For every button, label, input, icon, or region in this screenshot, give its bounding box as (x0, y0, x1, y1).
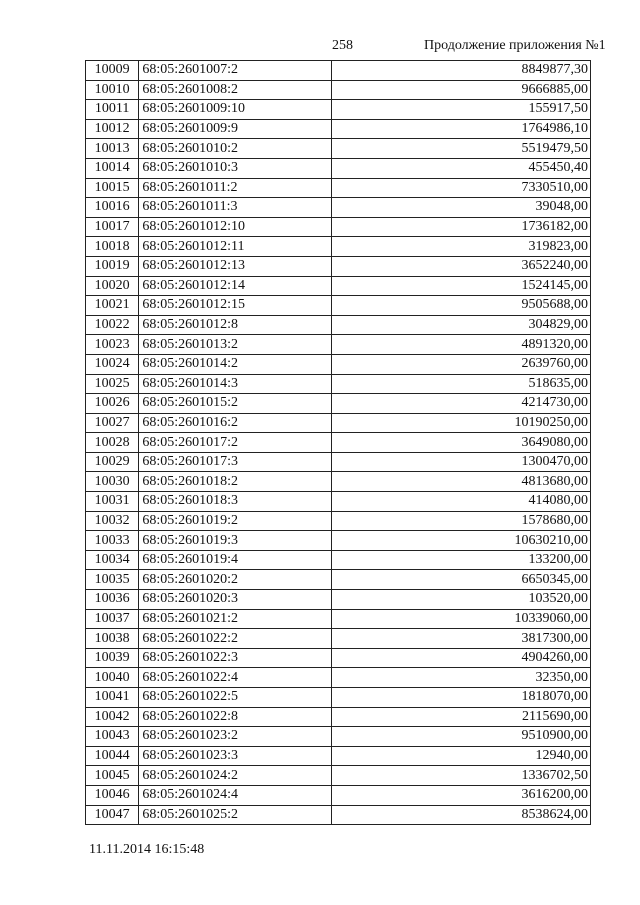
table-row (86, 178, 591, 198)
table-row (86, 413, 591, 433)
row-number-cell: 10015 (86, 178, 139, 198)
cadastral-number-cell: 68:05:2601020:3 (139, 590, 332, 610)
value-cell: 3649080,00 (332, 433, 591, 453)
cadastral-number-cell: 68:05:2601011:3 (139, 198, 332, 218)
value-cell: 32350,00 (332, 668, 591, 688)
value-cell: 133200,00 (332, 550, 591, 570)
cadastral-number-cell: 68:05:2601025:2 (139, 805, 332, 825)
row-number-cell: 10014 (86, 158, 139, 178)
cadastral-number-cell: 68:05:2601007:2 (139, 61, 332, 81)
value-cell: 1578680,00 (332, 511, 591, 531)
cadastral-number-cell: 68:05:2601020:2 (139, 570, 332, 590)
value-cell: 9666885,00 (332, 80, 591, 100)
table-row (86, 629, 591, 649)
row-number-cell: 10039 (86, 648, 139, 668)
row-number-cell: 10016 (86, 198, 139, 218)
value-cell: 3817300,00 (332, 629, 591, 649)
value-cell: 2639760,00 (332, 354, 591, 374)
row-number-cell: 10045 (86, 766, 139, 786)
value-cell: 7330510,00 (332, 178, 591, 198)
cadastral-number-cell: 68:05:2601018:2 (139, 472, 332, 492)
cadastral-number-cell: 68:05:2601023:3 (139, 746, 332, 766)
table-row (86, 766, 591, 786)
cadastral-number-cell: 68:05:2601014:3 (139, 374, 332, 394)
value-cell: 103520,00 (332, 590, 591, 610)
value-cell: 5519479,50 (332, 139, 591, 159)
table-row (86, 688, 591, 708)
cadastral-number-cell: 68:05:2601009:10 (139, 100, 332, 120)
row-number-cell: 10019 (86, 256, 139, 276)
table-row (86, 433, 591, 453)
row-number-cell: 10042 (86, 707, 139, 727)
value-cell: 3652240,00 (332, 256, 591, 276)
cadastral-number-cell: 68:05:2601023:2 (139, 727, 332, 747)
row-number-cell: 10043 (86, 727, 139, 747)
print-timestamp: 11.11.2014 16:15:48 (89, 842, 205, 857)
row-number-cell: 10030 (86, 472, 139, 492)
row-number-cell: 10024 (86, 354, 139, 374)
row-number-cell: 10035 (86, 570, 139, 590)
row-number-cell: 10023 (86, 335, 139, 355)
table-row (86, 590, 591, 610)
table-row (86, 354, 591, 374)
row-number-cell: 10033 (86, 531, 139, 551)
table-row (86, 237, 591, 257)
header-note: Продолжение приложения №1 (424, 38, 606, 53)
value-cell: 4904260,00 (332, 648, 591, 668)
row-number-cell: 10025 (86, 374, 139, 394)
row-number-cell: 10036 (86, 590, 139, 610)
table-row (86, 648, 591, 668)
value-cell: 10339060,00 (332, 609, 591, 629)
table-row (86, 609, 591, 629)
table-row (86, 61, 591, 81)
row-number-cell: 10020 (86, 276, 139, 296)
cadastral-number-cell: 68:05:2601022:5 (139, 688, 332, 708)
cadastral-number-cell: 68:05:2601019:3 (139, 531, 332, 551)
row-number-cell: 10040 (86, 668, 139, 688)
table-row (86, 492, 591, 512)
table-row (86, 119, 591, 139)
table-row (86, 198, 591, 218)
row-number-cell: 10032 (86, 511, 139, 531)
cadastral-number-cell: 68:05:2601012:14 (139, 276, 332, 296)
value-cell: 39048,00 (332, 198, 591, 218)
cadastral-number-cell: 68:05:2601016:2 (139, 413, 332, 433)
value-cell: 10630210,00 (332, 531, 591, 551)
value-cell: 1300470,00 (332, 452, 591, 472)
value-cell: 319823,00 (332, 237, 591, 257)
value-cell: 8538624,00 (332, 805, 591, 825)
value-cell: 455450,40 (332, 158, 591, 178)
row-number-cell: 10010 (86, 80, 139, 100)
value-cell: 414080,00 (332, 492, 591, 512)
value-cell: 8849877,30 (332, 61, 591, 81)
value-cell: 1336702,50 (332, 766, 591, 786)
cadastral-number-cell: 68:05:2601022:8 (139, 707, 332, 727)
row-number-cell: 10018 (86, 237, 139, 257)
value-cell: 3616200,00 (332, 785, 591, 805)
value-cell: 12940,00 (332, 746, 591, 766)
table-row (86, 100, 591, 120)
registry-table (85, 60, 591, 825)
row-number-cell: 10012 (86, 119, 139, 139)
value-cell: 2115690,00 (332, 707, 591, 727)
row-number-cell: 10028 (86, 433, 139, 453)
cadastral-number-cell: 68:05:2601022:4 (139, 668, 332, 688)
value-cell: 4214730,00 (332, 394, 591, 414)
table-row (86, 472, 591, 492)
row-number-cell: 10027 (86, 413, 139, 433)
table-row (86, 139, 591, 159)
row-number-cell: 10046 (86, 785, 139, 805)
row-number-cell: 10031 (86, 492, 139, 512)
cadastral-number-cell: 68:05:2601010:2 (139, 139, 332, 159)
table-row (86, 276, 591, 296)
value-cell: 6650345,00 (332, 570, 591, 590)
table-row (86, 217, 591, 237)
table-row (86, 158, 591, 178)
value-cell: 9510900,00 (332, 727, 591, 747)
row-number-cell: 10021 (86, 296, 139, 316)
cadastral-number-cell: 68:05:2601024:2 (139, 766, 332, 786)
value-cell: 9505688,00 (332, 296, 591, 316)
cadastral-number-cell: 68:05:2601010:3 (139, 158, 332, 178)
row-number-cell: 10026 (86, 394, 139, 414)
table-row (86, 335, 591, 355)
table-row (86, 80, 591, 100)
value-cell: 1764986,10 (332, 119, 591, 139)
row-number-cell: 10044 (86, 746, 139, 766)
row-number-cell: 10034 (86, 550, 139, 570)
value-cell: 1524145,00 (332, 276, 591, 296)
value-cell: 4813680,00 (332, 472, 591, 492)
value-cell: 1818070,00 (332, 688, 591, 708)
cadastral-number-cell: 68:05:2601011:2 (139, 178, 332, 198)
cadastral-number-cell: 68:05:2601012:10 (139, 217, 332, 237)
row-number-cell: 10047 (86, 805, 139, 825)
row-number-cell: 10011 (86, 100, 139, 120)
table-row (86, 511, 591, 531)
table-row (86, 531, 591, 551)
table-row (86, 394, 591, 414)
cadastral-number-cell: 68:05:2601021:2 (139, 609, 332, 629)
cadastral-number-cell: 68:05:2601008:2 (139, 80, 332, 100)
table-row (86, 296, 591, 316)
row-number-cell: 10037 (86, 609, 139, 629)
cadastral-number-cell: 68:05:2601015:2 (139, 394, 332, 414)
value-cell: 4891320,00 (332, 335, 591, 355)
table-row (86, 315, 591, 335)
cadastral-number-cell: 68:05:2601022:2 (139, 629, 332, 649)
cadastral-number-cell: 68:05:2601014:2 (139, 354, 332, 374)
table-row (86, 785, 591, 805)
row-number-cell: 10013 (86, 139, 139, 159)
table-row (86, 452, 591, 472)
cadastral-number-cell: 68:05:2601012:11 (139, 237, 332, 257)
cadastral-number-cell: 68:05:2601013:2 (139, 335, 332, 355)
cadastral-number-cell: 68:05:2601012:8 (139, 315, 332, 335)
cadastral-number-cell: 68:05:2601019:4 (139, 550, 332, 570)
cadastral-number-cell: 68:05:2601012:13 (139, 256, 332, 276)
value-cell: 518635,00 (332, 374, 591, 394)
table-row (86, 256, 591, 276)
row-number-cell: 10029 (86, 452, 139, 472)
table-row (86, 805, 591, 825)
cadastral-number-cell: 68:05:2601018:3 (139, 492, 332, 512)
page-number: 258 (332, 38, 353, 53)
cadastral-number-cell: 68:05:2601009:9 (139, 119, 332, 139)
row-number-cell: 10017 (86, 217, 139, 237)
registry-table-body (86, 61, 591, 825)
value-cell: 1736182,00 (332, 217, 591, 237)
cadastral-number-cell: 68:05:2601017:2 (139, 433, 332, 453)
row-number-cell: 10009 (86, 61, 139, 81)
cadastral-number-cell: 68:05:2601012:15 (139, 296, 332, 316)
cadastral-number-cell: 68:05:2601024:4 (139, 785, 332, 805)
row-number-cell: 10038 (86, 629, 139, 649)
value-cell: 155917,50 (332, 100, 591, 120)
cadastral-number-cell: 68:05:2601019:2 (139, 511, 332, 531)
row-number-cell: 10022 (86, 315, 139, 335)
table-row (86, 550, 591, 570)
table-row (86, 727, 591, 747)
value-cell: 10190250,00 (332, 413, 591, 433)
table-row (86, 374, 591, 394)
value-cell: 304829,00 (332, 315, 591, 335)
table-row (86, 668, 591, 688)
table-row (86, 707, 591, 727)
cadastral-number-cell: 68:05:2601017:3 (139, 452, 332, 472)
table-row (86, 746, 591, 766)
table-row (86, 570, 591, 590)
cadastral-number-cell: 68:05:2601022:3 (139, 648, 332, 668)
row-number-cell: 10041 (86, 688, 139, 708)
